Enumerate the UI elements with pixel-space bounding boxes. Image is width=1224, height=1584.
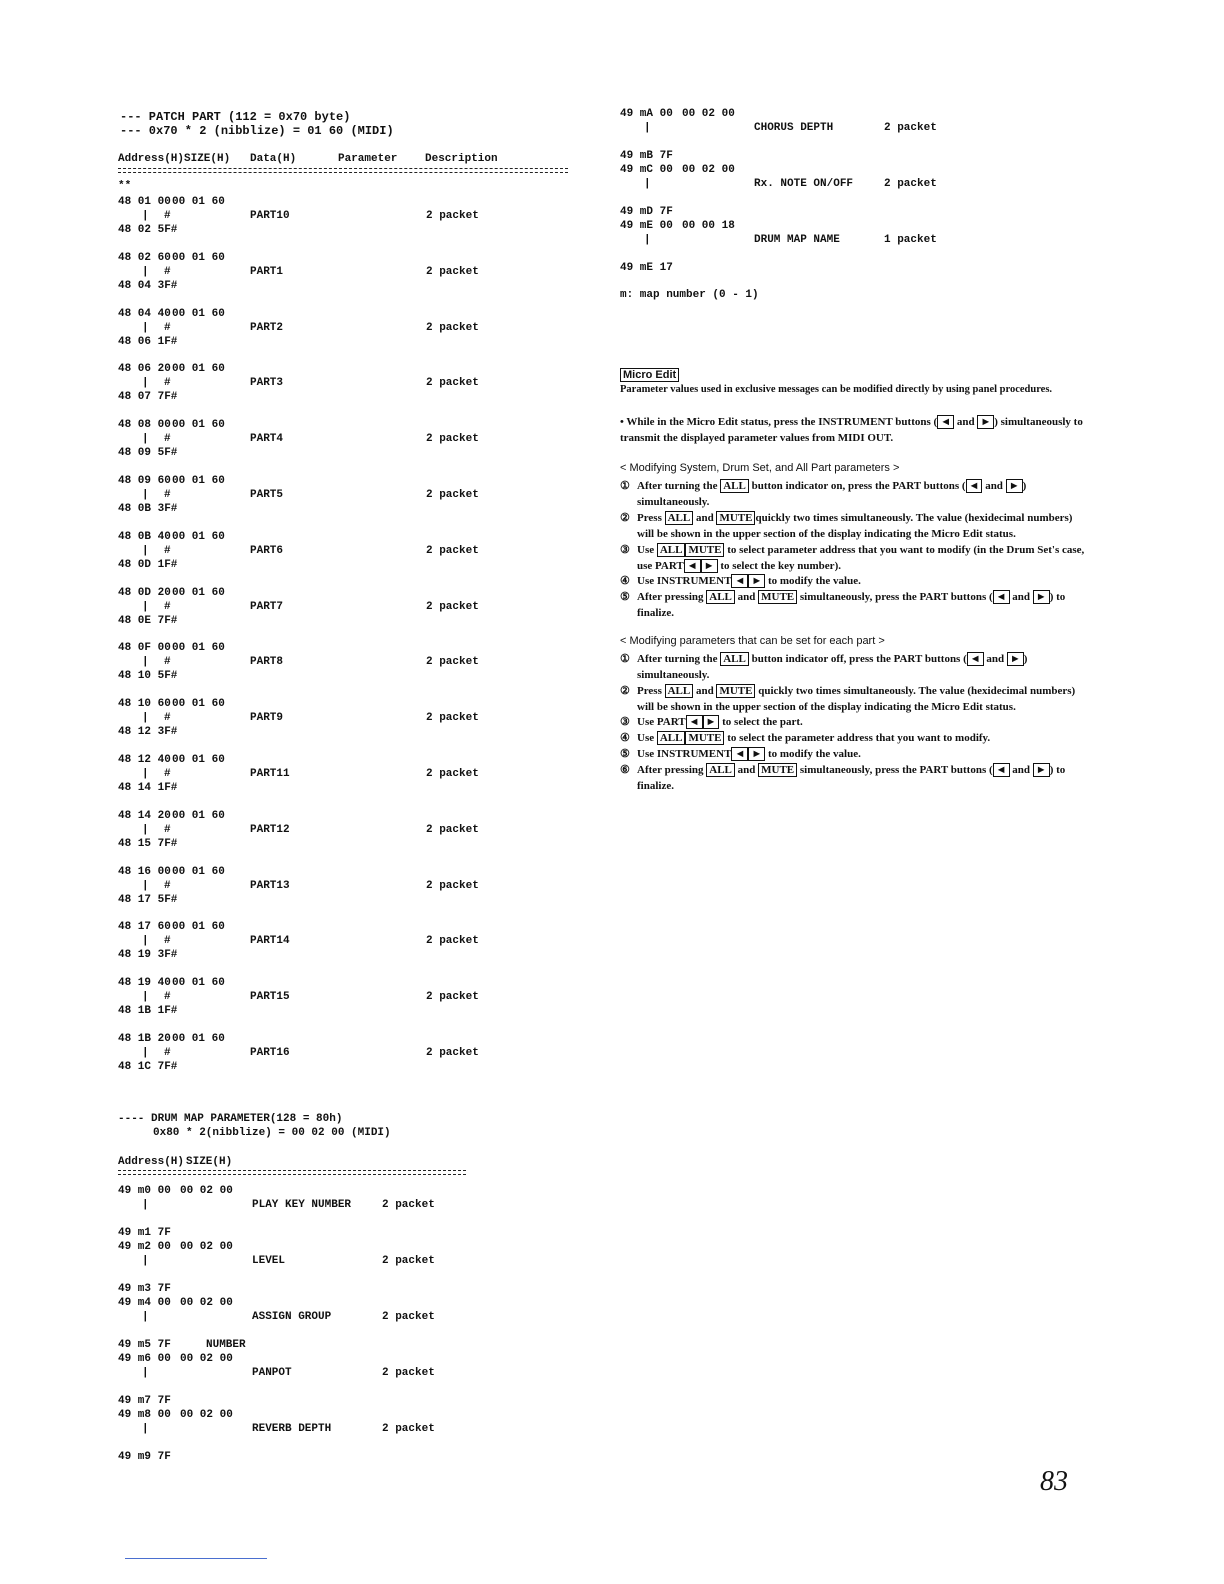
end-address: 48 0D 1F# — [118, 558, 178, 571]
parameter-name: PART8 — [250, 656, 284, 669]
size-value: 00 02 00 — [180, 1409, 233, 1421]
range-bar: | — [142, 1367, 149, 1379]
start-address: 49 mE 00 — [620, 220, 673, 232]
size-value: 00 01 60 — [172, 698, 225, 711]
hash-mark: # — [164, 321, 171, 334]
description: 2 packet — [382, 1199, 435, 1211]
hash-mark: # — [164, 600, 171, 613]
start-address: 48 09 60 — [118, 475, 171, 487]
range-bar: | — [142, 1199, 149, 1211]
entry-row — [118, 196, 538, 242]
size-value: 00 01 60 — [172, 809, 225, 822]
section1-title: < Modifying System, Drum Set, and All Part parameters > — [620, 462, 900, 474]
micro-edit-intro: Parameter values used in exclusive messages can be modified directly by using panel procedures. — [620, 384, 1053, 395]
entry-row — [118, 587, 538, 633]
right-arrow-button: ► — [1006, 479, 1023, 493]
size-value: 00 01 60 — [172, 865, 225, 878]
hash-mark: # — [164, 935, 171, 948]
hash-mark: # — [164, 489, 171, 501]
range-bar: | — [142, 935, 149, 948]
size-value: 00 01 60 — [172, 1033, 225, 1045]
description: 2 packet — [884, 122, 937, 134]
description: 2 packet — [426, 600, 479, 613]
size-value: 00 02 00 — [180, 1353, 233, 1365]
parameter-name: PLAY KEY NUMBER — [252, 1199, 352, 1211]
parameter-name: PART3 — [250, 377, 284, 390]
range-bar: | — [142, 377, 149, 390]
parameter-name: PART11 — [250, 768, 290, 780]
micro-edit-bullet: • While in the Micro Edit status, press the INSTRUMENT buttons ( ◄ and ► ) simultaneously to transmit the displayed parameter values from MIDI OUT. — [620, 416, 1083, 444]
parameter-name: PART16 — [250, 1047, 290, 1059]
start-address: 48 0F 00 — [118, 642, 171, 655]
micro-edit-title: Micro Edit — [620, 368, 679, 382]
start-address: 49 mA 00 — [620, 108, 673, 120]
parameter-name: PART13 — [250, 879, 290, 892]
parameter-name: PART9 — [250, 712, 284, 725]
description: 2 packet — [426, 1047, 479, 1059]
parameter-name: LEVEL — [252, 1255, 286, 1267]
hash-mark: # — [164, 433, 171, 446]
description: 2 packet — [382, 1311, 435, 1323]
description: 2 packet — [382, 1423, 435, 1435]
entry-row — [118, 866, 538, 912]
range-bar: | — [142, 1311, 149, 1323]
description: 2 packet — [426, 321, 479, 334]
drum-header-size: SIZE(H) — [186, 1156, 233, 1168]
marker: ** — [118, 180, 132, 192]
end-address: 49 m7 7F — [118, 1395, 171, 1407]
drum-title: ---- DRUM MAP PARAMETER(128 = 80h) — [118, 1113, 343, 1125]
entry-row — [118, 419, 538, 465]
size-value: 00 01 60 — [172, 754, 225, 766]
end-address: 49 m5 7F — [118, 1339, 171, 1351]
range-bar: | — [644, 122, 651, 134]
description: 2 packet — [426, 210, 479, 222]
parameter-name: ASSIGN GROUP — [252, 1311, 332, 1323]
start-address: 48 19 40 — [118, 977, 171, 990]
all-button: ALL — [720, 479, 749, 493]
start-address: 48 12 40 — [118, 754, 171, 766]
range-bar: | — [142, 879, 149, 892]
parameter-name: PART5 — [250, 489, 284, 501]
start-address: 48 16 00 — [118, 865, 171, 878]
range-bar: | — [142, 1423, 149, 1435]
range-bar: | — [142, 544, 149, 557]
end-address: 48 14 1F# — [118, 782, 178, 794]
range-bar: | — [142, 1047, 149, 1059]
s1-step1: ① After turning the ALL button indicator on, press the PART buttons ( ◄ and ► ) simultaneously. — [620, 480, 1027, 508]
size-value: 00 02 00 — [682, 164, 735, 176]
drum-subtitle: 0x80 * 2(nibblize) = 00 02 00 (MIDI) — [153, 1127, 391, 1139]
parameter-name: CHORUS DEPTH — [754, 122, 834, 134]
size-value: 00 01 60 — [172, 586, 225, 599]
start-address: 49 m4 00 — [118, 1297, 171, 1309]
entry-row — [118, 1353, 498, 1411]
s2-step5: ⑤ Use INSTRUMENT ◄ ► to modify the value. — [620, 748, 861, 760]
range-bar: | — [644, 234, 651, 246]
range-bar: | — [142, 768, 149, 780]
range-bar: | — [142, 489, 149, 501]
entry-row — [118, 754, 538, 800]
description: 2 packet — [382, 1255, 435, 1267]
header-data: Data(H) — [250, 153, 297, 165]
entry-row — [118, 1185, 498, 1243]
hash-mark: # — [164, 377, 171, 390]
parameter-name: PANPOT — [252, 1367, 292, 1379]
start-address: 48 14 20 — [118, 809, 171, 822]
parameter-name: PART1 — [250, 265, 284, 278]
start-address: 48 0D 20 — [118, 586, 171, 599]
size-value: 00 01 60 — [172, 530, 225, 543]
description: 2 packet — [426, 656, 479, 669]
header-address: Address(H) — [118, 153, 185, 165]
parameter-name-cont: NUMBER — [206, 1339, 246, 1351]
entry-row — [118, 1297, 498, 1355]
range-bar: | — [142, 823, 149, 836]
size-value: 00 02 00 — [180, 1185, 233, 1197]
description: 2 packet — [426, 991, 479, 1004]
end-address: 48 06 1F# — [118, 335, 178, 348]
entry-row — [118, 363, 538, 409]
hash-mark: # — [164, 265, 171, 278]
size-value: 00 02 00 — [682, 108, 735, 120]
entry-row — [118, 1409, 498, 1467]
section2-title: < Modifying parameters that can be set for each part > — [620, 635, 885, 647]
parameter-name: PART6 — [250, 544, 284, 557]
size-value: 00 01 60 — [172, 977, 225, 990]
entry-row — [118, 1033, 538, 1079]
entry-row — [118, 475, 538, 521]
range-bar: | — [142, 265, 149, 278]
entry-row — [118, 308, 538, 354]
patch-subtitle: --- 0x70 * 2 (nibblize) = 01 60 (MIDI) — [120, 124, 394, 138]
description: 2 packet — [426, 265, 479, 278]
start-address: 48 08 00 — [118, 419, 171, 432]
s1-step5: ⑤ After pressing ALL and MUTE simultaneously, press the PART buttons ( ◄ and ► ) to finalize. — [620, 591, 1066, 619]
all-button: ALL — [665, 511, 694, 525]
size-value: 00 01 60 — [172, 419, 225, 432]
start-address: 48 02 60 — [118, 251, 171, 264]
description: 2 packet — [884, 178, 937, 190]
left-arrow-button: ◄ — [966, 479, 983, 493]
s2-step1: ① After turning the ALL button indicator off, press the PART buttons ( ◄ and ► ) simultaneously. — [620, 653, 1028, 681]
description: 2 packet — [426, 935, 479, 948]
end-address: 48 04 3F# — [118, 279, 178, 292]
entry-row — [118, 977, 538, 1023]
right-arrow-button: ► — [977, 415, 994, 429]
page-number: 83 — [1040, 1466, 1068, 1497]
description: 2 packet — [382, 1367, 435, 1379]
hash-mark: # — [164, 544, 171, 557]
left-arrow-button: ◄ — [937, 415, 954, 429]
patch-title: --- PATCH PART (112 = 0x70 byte) — [120, 110, 351, 124]
range-bar: | — [142, 1255, 149, 1267]
hash-mark: # — [164, 1047, 171, 1059]
start-address: 49 m8 00 — [118, 1409, 171, 1421]
parameter-name: REVERB DEPTH — [252, 1423, 332, 1435]
end-address: 48 15 7F# — [118, 837, 178, 850]
end-address: 48 10 5F# — [118, 670, 178, 683]
map-number-note: m: map number (0 - 1) — [620, 289, 759, 301]
parameter-name: PART15 — [250, 991, 290, 1004]
description: 2 packet — [426, 544, 479, 557]
end-address: 48 0E 7F# — [118, 614, 178, 627]
drum-header-address: Address(H) — [118, 1156, 185, 1168]
description: 1 packet — [884, 234, 937, 246]
s1-step2: ② Press ALL and MUTE quickly two times simultaneously. The value (hexidecimal numbers) will be shown in the upper section of the display indicating the Micro Edit status. — [620, 512, 1073, 540]
end-address: 49 m1 7F — [118, 1227, 171, 1239]
range-bar: | — [142, 991, 149, 1004]
entry-row — [118, 921, 538, 967]
end-address: 49 mD 7F — [620, 206, 673, 218]
hash-mark: # — [164, 823, 171, 836]
entry-row — [118, 642, 538, 688]
range-bar: | — [142, 210, 149, 222]
start-address: 49 mC 00 — [620, 164, 673, 176]
s2-step4: ④ Use ALL MUTE to select the parameter address that you want to modify. — [620, 732, 991, 744]
hash-mark: # — [164, 768, 171, 780]
parameter-name: PART10 — [250, 210, 290, 222]
end-address: 48 07 7F# — [118, 391, 178, 404]
entry-row — [118, 1241, 498, 1299]
description: 2 packet — [426, 489, 479, 501]
size-value: 00 01 60 — [172, 475, 225, 487]
end-address: 48 1C 7F# — [118, 1061, 178, 1073]
entry-row — [118, 252, 538, 298]
description: 2 packet — [426, 879, 479, 892]
range-bar: | — [142, 712, 149, 725]
start-address: 48 01 00 — [118, 196, 171, 208]
parameter-name: PART7 — [250, 600, 284, 613]
size-value: 00 01 60 — [172, 363, 225, 376]
end-address: 48 02 5F# — [118, 224, 178, 236]
s1-step3: ③ Use ALL MUTE to select parameter address that you want to modify (in the Drum Set's case, use PART ◄ ► to select the key number). — [620, 544, 1085, 572]
footer-line — [125, 1558, 267, 1559]
header-size: SIZE(H) — [184, 153, 231, 165]
mute-button: MUTE — [716, 511, 755, 525]
start-address: 48 1B 20 — [118, 1033, 171, 1045]
end-address: 49 m9 7F — [118, 1451, 171, 1463]
s1-step4: ④ Use INSTRUMENT ◄ ► to modify the value. — [620, 575, 861, 587]
range-bar: | — [644, 178, 651, 190]
entry-row — [620, 220, 1000, 278]
end-address: 49 mE 17 — [620, 262, 673, 274]
start-address: 48 06 20 — [118, 363, 171, 376]
range-bar: | — [142, 433, 149, 446]
end-address: 48 0B 3F# — [118, 503, 178, 515]
size-value: 00 01 60 — [172, 251, 225, 264]
parameter-name: PART4 — [250, 433, 284, 446]
start-address: 49 m6 00 — [118, 1353, 171, 1365]
size-value: 00 01 60 — [172, 196, 225, 208]
entry-row — [620, 164, 1000, 222]
description: 2 packet — [426, 377, 479, 390]
end-address: 48 09 5F# — [118, 447, 178, 460]
hash-mark: # — [164, 210, 171, 222]
parameter-name: Rx. NOTE ON/OFF — [754, 178, 854, 190]
start-address: 48 0B 40 — [118, 530, 171, 543]
entry-row — [118, 810, 538, 856]
size-value: 00 01 60 — [172, 642, 225, 655]
header-rule — [118, 168, 568, 173]
s2-step3: ③ Use PART ◄ ► to select the part. — [620, 716, 803, 728]
hash-mark: # — [164, 656, 171, 669]
range-bar: | — [142, 600, 149, 613]
parameter-name: PART2 — [250, 321, 284, 334]
entry-row — [118, 698, 538, 744]
range-bar: | — [142, 321, 149, 334]
size-value: 00 01 60 — [172, 921, 225, 934]
end-address: 49 m3 7F — [118, 1283, 171, 1295]
size-value: 00 02 00 — [180, 1241, 233, 1253]
parameter-name: DRUM MAP NAME — [754, 234, 840, 246]
entry-row — [118, 531, 538, 577]
description: 2 packet — [426, 433, 479, 446]
end-address: 48 17 5F# — [118, 893, 178, 906]
header-parameter: Parameter — [338, 153, 398, 165]
start-address: 48 04 40 — [118, 307, 171, 320]
entry-row — [620, 108, 1000, 166]
description: 2 packet — [426, 712, 479, 725]
end-address: 48 19 3F# — [118, 949, 178, 962]
parameter-name: PART12 — [250, 823, 290, 836]
size-value: 00 02 00 — [180, 1297, 233, 1309]
start-address: 48 17 60 — [118, 921, 171, 934]
s2-step2: ② Press ALL and MUTE quickly two times simultaneously. The value (hexidecimal numbers) will be shown in the upper section of the display indicating the Micro Edit status. — [620, 685, 1076, 713]
end-address: 49 mB 7F — [620, 150, 673, 162]
start-address: 49 m0 00 — [118, 1185, 171, 1197]
description: 2 packet — [426, 768, 479, 780]
hash-mark: # — [164, 879, 171, 892]
header-description: Description — [425, 153, 498, 165]
hash-mark: # — [164, 712, 171, 725]
drum-header-rule — [118, 1170, 466, 1175]
size-value: 00 01 60 — [172, 307, 225, 320]
hash-mark: # — [164, 991, 171, 1004]
end-address: 48 12 3F# — [118, 726, 178, 739]
end-address: 48 1B 1F# — [118, 1005, 178, 1018]
size-value: 00 00 18 — [682, 220, 735, 232]
range-bar: | — [142, 656, 149, 669]
start-address: 49 m2 00 — [118, 1241, 171, 1253]
s2-step6: ⑥ After pressing ALL and MUTE simultaneously, press the PART buttons ( ◄ and ► ) to finalize. — [620, 764, 1066, 792]
start-address: 48 10 60 — [118, 698, 171, 711]
description: 2 packet — [426, 823, 479, 836]
parameter-name: PART14 — [250, 935, 290, 948]
